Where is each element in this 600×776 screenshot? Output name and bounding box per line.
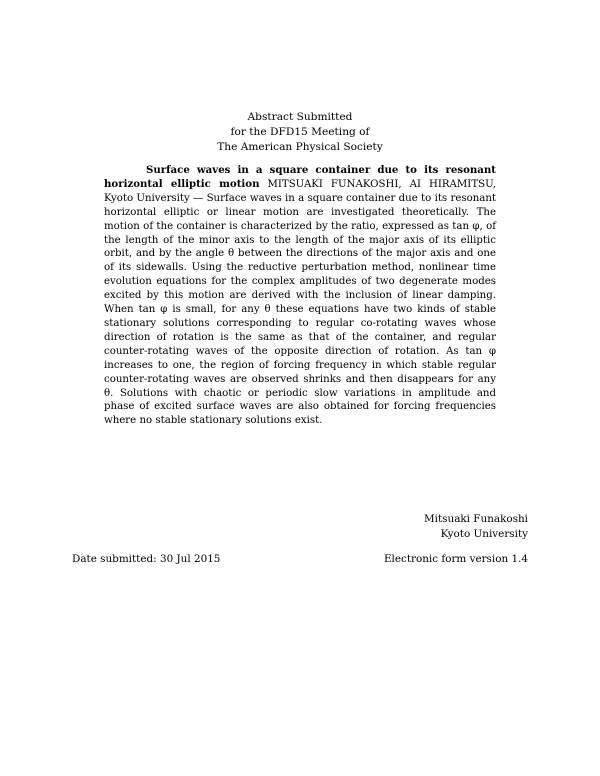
signature-affiliation: Kyoto University <box>440 528 528 540</box>
form-version: Electronic form version 1.4 <box>383 553 528 565</box>
abstract-title: Surface waves in a square container due to its resonant horizontal elliptic motion <box>104 164 496 190</box>
abstract-heading <box>104 164 496 428</box>
signature-name: Mitsuaki Funakoshi <box>424 513 528 525</box>
submission-header <box>0 110 600 155</box>
abstract-authors: MITSUAKI FUNAKOSHI, AI HIRAMITSU, Kyoto University — <box>104 178 496 204</box>
header-line-meeting: for the DFD15 Meeting of <box>230 126 370 138</box>
header-line-abstract-submitted: Abstract Submitted <box>247 111 353 123</box>
date-submitted: Date submitted: 30 Jul 2015 <box>72 553 221 565</box>
abstract-block <box>104 164 496 428</box>
header-line-society: The American Physical Society <box>217 141 383 153</box>
abstract-body: Surface waves in a square container due to its resonant horizontal elliptic or linear motion are investigated theoretically. The motion of the container is characterized by the ratio, expressed as tan φ, of the length of the minor axis to the length of the major axis of its elliptic orbit, and by the angle θ between the directions of the major axis and one of its sidewalls. Using the reductive perturbation method, nonlinear time evolution equations for the complex amplitudes of two degenerate modes excited by this motion are derived with the inclusion of linear damping. When tan φ is small, for any θ these equations have two kinds of stable stationary solutions corresponding to regular co-rotating waves whose direction of rotation is the same as that of the container, and regular counter-rotating waves of the opposite direction of rotation. As tan φ increases to one, the region of forcing frequency in which stable regular counter-rotating waves are observed shrinks and then disappears for any θ. Solutions with chaotic or periodic slow variations in amplitude and phase of excited surface waves are also obtained for forcing frequencies where no stable stationary solutions exist. <box>104 192 497 427</box>
signature-block <box>424 512 528 542</box>
